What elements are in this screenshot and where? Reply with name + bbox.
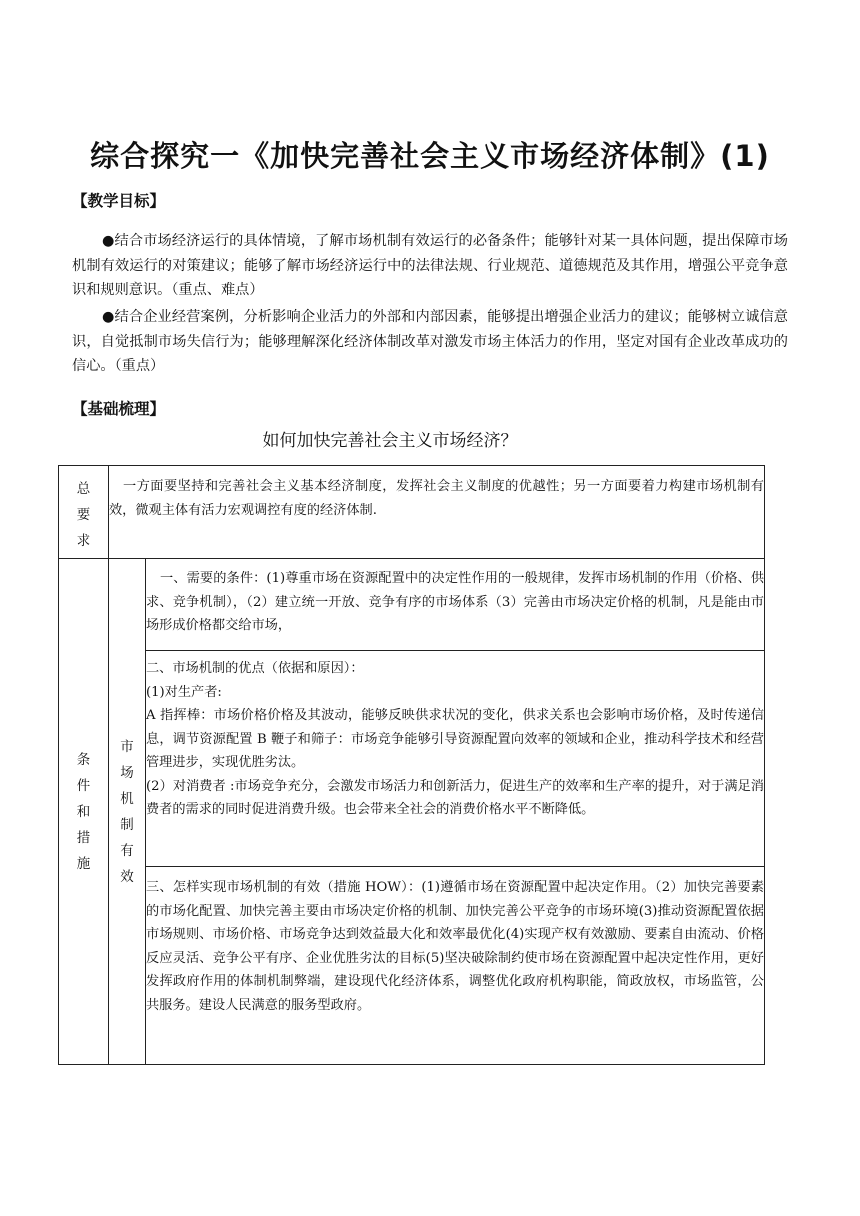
requirement-label	[59, 466, 109, 559]
producer-text: A 指挥棒：市场价格价格及其波动，能够反映供求状况的变化，供求关系也会影响市场价格，及时传递信息，调节资源配置 B 鞭子和筛子：市场竞争能够引导资源配置向效率的领域和企业，推动科学技术和经营管理进步，实现优胜劣汰。	[146, 708, 764, 770]
market-mechanism-label	[109, 559, 146, 1065]
measures-block: 三、怎样实现市场机制的有效（措施 HOW）：(1)遵循市场在资源配置中起决定作用。（2）加快完善要素的市场化配置、加快完善主要由市场决定价格的机制、加快完善公平竞争的市场环境(3)推动资源配置依据市场规则、市场价格、市场竞争达到效益最大化和效率最优化(4)实现产权有效激励、要素自由流动、价格反应灵活、竞争公平有序、企业优胜劣汰的目标(5)坚决破除制约使市场在资源配置中起决定性作用，更好发挥政府作用的体制机制弊端，建设现代化经济体系，调整优化政府机构职能，简政放权，市场监管，公共服务。建设人民满意的服务型政府。	[146, 867, 765, 1065]
document-title: 综合探究一《加快完善社会主义市场经济体制》(1)	[90, 139, 770, 173]
label-char: 措	[76, 829, 91, 846]
consumer-text: (2）对消费者 :市场竞争充分，会激发市场活力和创新活力，促进生产的效率和生产率的提升，对于满足消费者的需求的同时促进消费升级。也会带来全社会的消费价格水平不断降低。	[146, 778, 764, 817]
label-char: 总	[76, 481, 91, 497]
label-char: 机	[120, 790, 134, 807]
summary-table	[58, 465, 765, 1065]
conditions-label	[59, 559, 109, 1065]
requirement-text: 一方面要坚持和完善社会主义基本经济制度，发挥社会主义制度的优越性；另一方面要着力构建市场机制有效，微观主体有活力宏观调控有度的经济体制.	[109, 466, 765, 559]
label-char: 有	[120, 842, 134, 859]
label-char: 市	[120, 738, 134, 755]
conditions-block: 一、需要的条件：(1)尊重市场在资源配置中的决定性作用的一般规律，发挥市场机制的作用（价格、供求、竞争机制），（2）建立统一开放、竞争有序的市场体系（3）完善由市场决定价格的机制，凡是能由市场形成价格都交给市场，	[146, 559, 765, 651]
basics-subtitle-text: 如何加快完善社会主义市场经济？	[262, 431, 518, 451]
label-char: 求	[76, 533, 91, 549]
label-char: 条	[76, 751, 91, 768]
table-row-measures	[59, 867, 765, 1065]
table-row-advantages	[59, 651, 765, 867]
producer-title: (1)对生产者:	[146, 684, 222, 700]
goals-heading: 【教学目标】	[72, 192, 166, 210]
label-char: 制	[120, 816, 134, 833]
label-char: 场	[120, 764, 134, 781]
label-char: 要	[76, 507, 91, 523]
label-char: 施	[76, 855, 91, 872]
goal-item-2: ●结合企业经营案例，分析影响企业活力的外部和内部因素，能够提出增强企业活力的建议；能够树立诚信意识，自觉抵制市场失信行为；能够理解深化经济体制改革对激发市场主体活力的作用，坚定对国有企业改革成功的信心。（重点）	[72, 309, 788, 374]
advantages-block	[146, 651, 765, 867]
table-row-conditions	[59, 559, 765, 651]
basics-heading: 【基础梳理】	[72, 400, 166, 418]
label-char: 效	[120, 868, 134, 885]
label-char: 和	[76, 803, 91, 820]
goal-item-1: ●结合市场经济运行的具体情境，了解市场机制有效运行的必备条件；能够针对某一具体问题，提出保障市场机制有效运行的对策建议；能够了解市场经济运行中的法律法规、行业规范、道德规范及其作用，增强公平竞争意识和规则意识。（重点、难点）	[72, 233, 788, 298]
label-char: 件	[76, 777, 91, 794]
basics-subtitle	[0, 426, 860, 451]
advantages-heading: 二、市场机制的优点（依据和原因）：	[146, 661, 364, 676]
table-row-requirement	[59, 466, 765, 559]
